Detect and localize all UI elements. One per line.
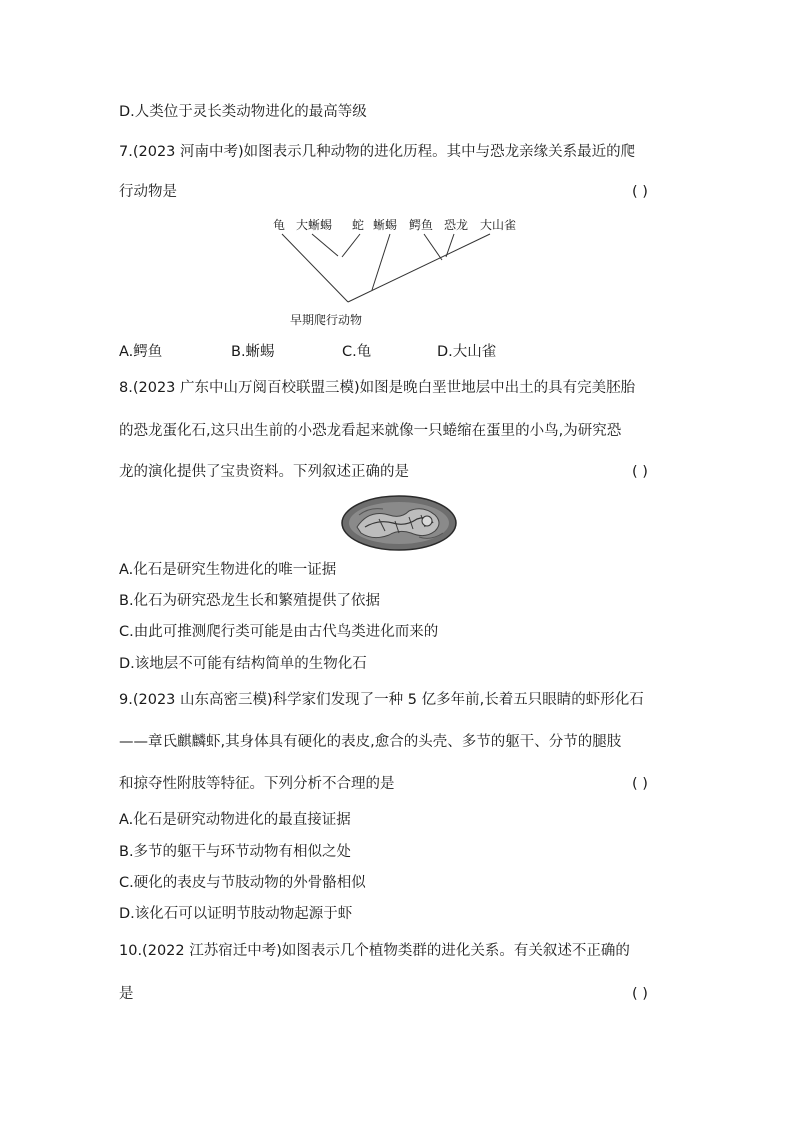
q7-option-c: C.龟	[342, 344, 372, 360]
q10-stem-line1: 10.(2022 江苏宿迁中考)如图表示几个植物类群的进化关系。有关叙述不正确的	[119, 943, 630, 959]
taxon-label: 蛇	[352, 218, 365, 232]
taxon-label: 鳄鱼	[409, 218, 434, 232]
q8-answer-bracket: ( )	[632, 464, 648, 480]
q7-option-d: D.大山雀	[437, 344, 497, 360]
q8-option-d: D.该地层不可能有结构简单的生物化石	[119, 656, 367, 672]
root-label: 早期爬行动物	[290, 313, 363, 327]
q9-option-c: C.硬化的表皮与节肢动物的外骨骼相似	[119, 875, 366, 891]
q8-stem-line3: 龙的演化提供了宝贵资料。下列叙述正确的是	[119, 464, 409, 480]
branch-lizard	[372, 234, 390, 290]
taxon-label: 龟	[273, 218, 286, 232]
q9-option-d: D.该化石可以证明节肢动物起源于虾	[119, 906, 353, 922]
branch-tit	[348, 234, 490, 302]
q9-option-b: B.多节的躯干与环节动物有相似之处	[119, 844, 352, 860]
branch-crocodile	[424, 234, 442, 260]
branch-tuatara	[312, 234, 338, 256]
branch-snake	[342, 234, 360, 257]
q7-stem-line1: 7.(2023 河南中考)如图表示几种动物的进化历程。其中与恐龙亲缘关系最近的爬	[119, 144, 636, 160]
q6-option-d: D.人类位于灵长类动物进化的最高等级	[119, 104, 367, 120]
q10-stem-line2: 是	[119, 986, 134, 1002]
q9-stem-line1: 9.(2023 山东高密三模)科学家们发现了一种 5 亿多年前,长着五只眼睛的虾形化石	[119, 692, 644, 708]
taxon-label: 大蜥蜴	[296, 218, 333, 232]
q7-option-a: A.鳄鱼	[119, 344, 163, 360]
q9-answer-bracket: ( )	[632, 776, 648, 792]
taxon-label: 蜥蜴	[373, 218, 398, 232]
q9-stem-line2: ——章氏麒麟虾,其身体具有硬化的表皮,愈合的头壳、多节的躯干、分节的腿肢	[119, 734, 622, 750]
q9-stem-line3: 和掠夺性附肢等特征。下列分析不合理的是	[119, 776, 395, 792]
dinosaur-egg-fossil-image	[339, 493, 459, 553]
taxon-label: 大山雀	[480, 218, 517, 232]
q7-answer-bracket: ( )	[632, 184, 648, 200]
branch-turtle	[282, 234, 348, 302]
q7-stem-line2: 行动物是	[119, 184, 177, 200]
q8-option-c: C.由此可推测爬行类可能是由古代鸟类进化而来的	[119, 624, 439, 640]
q7-phylogeny-diagram	[260, 212, 540, 332]
taxon-label: 恐龙	[444, 218, 469, 232]
q8-option-a: A.化石是研究生物进化的唯一证据	[119, 562, 337, 578]
q8-stem-line1: 8.(2023 广东中山万阅百校联盟三模)如图是晚白垩世地层中出土的具有完美胚胎	[119, 380, 636, 396]
q9-option-a: A.化石是研究动物进化的最直接证据	[119, 812, 351, 828]
q10-answer-bracket: ( )	[632, 986, 648, 1002]
q7-option-b: B.蜥蜴	[231, 344, 275, 360]
q8-option-b: B.化石为研究恐龙生长和繁殖提供了依据	[119, 593, 381, 609]
q8-stem-line2: 的恐龙蛋化石,这只出生前的小恐龙看起来就像一只蜷缩在蛋里的小鸟,为研究恐	[119, 423, 622, 439]
